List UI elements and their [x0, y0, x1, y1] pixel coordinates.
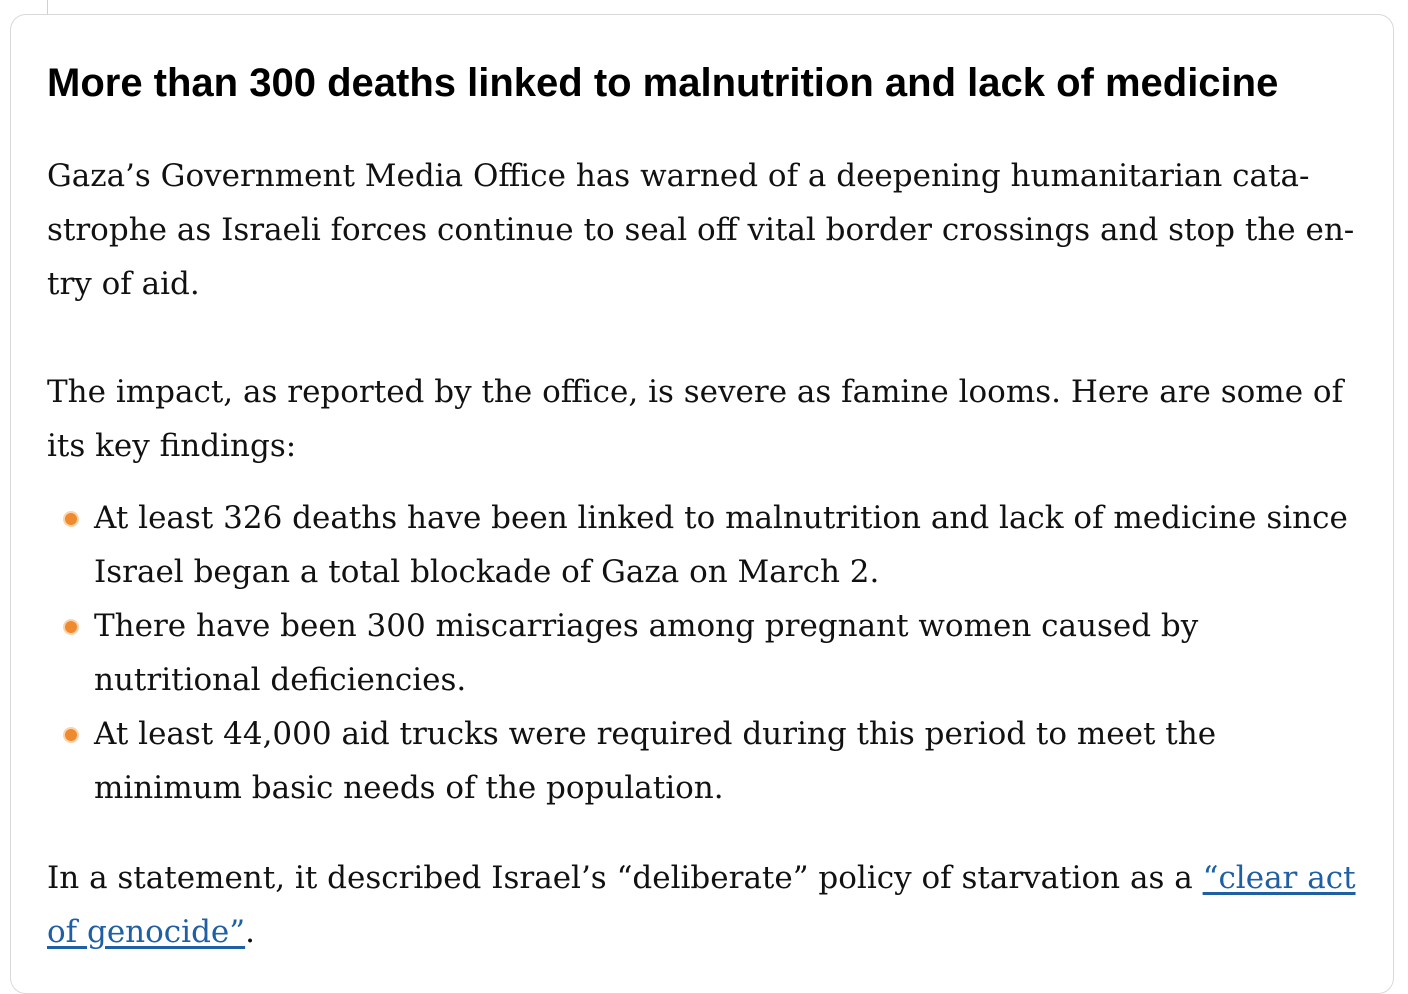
list-item-line: Israel began a total blockade of Gaza on March 2. — [94, 554, 880, 590]
statement-paragraph — [47, 851, 1359, 959]
update-headline: More than 300 deaths linked to malnutrition and lack of medicine — [47, 61, 1279, 105]
bullet-dot-icon — [65, 621, 77, 633]
paragraph-line: try of aid. — [47, 266, 200, 302]
paragraph-line: strophe as Israeli forces continue to seal off vital border crossings and stop the en- — [47, 212, 1355, 248]
statement-period: . — [245, 914, 255, 950]
list-item-line: There have been 300 miscarriages among pregnant women caused by — [94, 608, 1199, 644]
list-item-line: nutritional deficiencies. — [94, 662, 467, 698]
list-item-line: At least 44,000 aid trucks were required during this period to meet the — [94, 716, 1217, 752]
paragraph-line: The impact, as reported by the office, is severe as famine looms. Here are some of — [47, 374, 1344, 410]
live-update-card — [10, 14, 1394, 994]
key-findings-list — [47, 491, 1348, 815]
paragraph-line: its key findings: — [47, 428, 297, 464]
genocide-link-part2[interactable]: of genocide” — [47, 914, 246, 950]
list-item-line: minimum basic needs of the population. — [94, 770, 724, 806]
paragraph-line — [47, 905, 1359, 959]
bullet-dot-icon — [65, 513, 77, 525]
list-item — [47, 491, 1348, 599]
bullet-dot-icon — [65, 729, 77, 741]
paragraph-line: Gaza’s Government Media Office has warned of a deepening humanitarian cata- — [47, 158, 1310, 194]
intro-paragraph — [47, 149, 1359, 311]
list-item — [47, 707, 1348, 815]
genocide-link-part1[interactable]: “clear act — [1202, 860, 1356, 896]
impact-paragraph — [47, 365, 1359, 473]
list-item — [47, 599, 1348, 707]
list-item-line: At least 326 deaths have been linked to malnutrition and lack of medicine since — [94, 500, 1348, 536]
paragraph-line — [47, 851, 1359, 905]
statement-text: In a statement, it described Israel’s “deliberate” policy of starvation as a — [47, 860, 1203, 896]
